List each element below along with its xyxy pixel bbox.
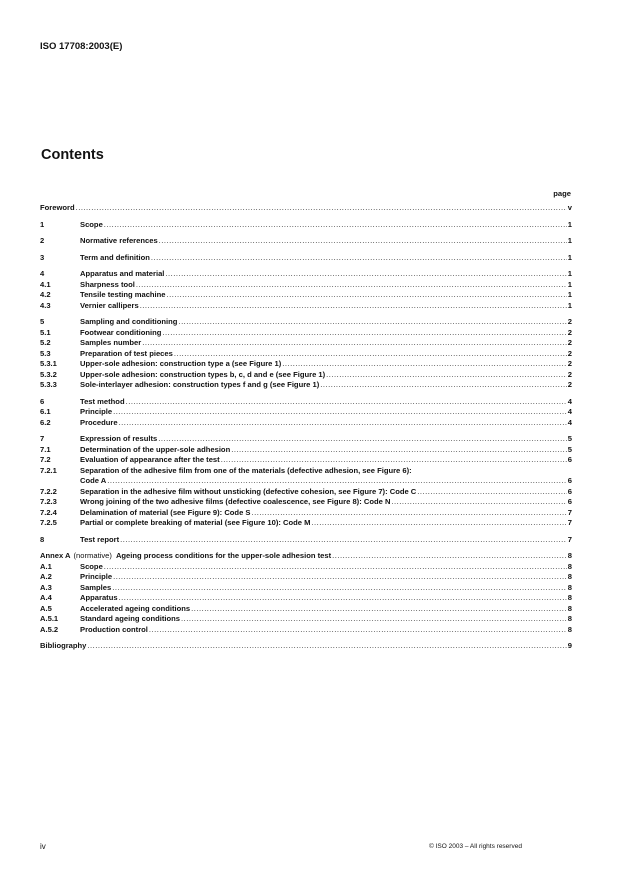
toc-entry[interactable] <box>40 220 572 231</box>
toc-entry-number: 7.2 <box>40 455 51 464</box>
toc-entry-page: 6 <box>567 486 572 496</box>
toc-leader-dots <box>311 518 566 529</box>
toc-entry-title: Test method <box>80 396 125 406</box>
toc-entry-title: Samples <box>80 582 112 592</box>
toc-entry[interactable] <box>40 487 572 498</box>
toc-leader-dots <box>119 593 567 604</box>
toc-entry[interactable] <box>40 359 572 370</box>
toc-entry-page: 2 <box>567 348 572 358</box>
toc-entry-number: Foreword <box>40 203 75 212</box>
toc-leader-dots <box>140 301 567 312</box>
toc-entry-number: A.5.1 <box>40 614 59 623</box>
toc-entry-number: 5.3.1 <box>40 359 57 368</box>
toc-entry[interactable] <box>40 418 572 429</box>
toc-entry-number: 7.2.2 <box>40 486 57 496</box>
toc-entry-page: 7 <box>567 534 572 544</box>
toc-entry[interactable] <box>40 466 572 487</box>
toc-entry[interactable] <box>40 253 572 264</box>
toc-entry-page: 8 <box>567 593 572 602</box>
toc-leader-dots <box>165 269 566 280</box>
toc-entry-page: 2 <box>567 369 572 379</box>
toc-entry-title: Scope <box>80 561 103 571</box>
toc-entry-title: Scope <box>80 219 103 229</box>
toc-entry-title: Preparation of test pieces <box>80 348 173 358</box>
toc-entry-title: Expression of results <box>80 434 158 443</box>
toc-leader-dots <box>174 349 567 360</box>
toc-entry[interactable] <box>40 301 572 312</box>
toc-entry-page: 1 <box>567 252 572 262</box>
toc-entry-number: 5.2 <box>40 338 51 347</box>
toc-entry-title: Production control <box>80 624 148 634</box>
toc-entry-title: Wrong joining of the two adhesive films (defective coalescence, see Figure 8): Code N <box>80 497 391 506</box>
toc-entry[interactable] <box>40 625 572 636</box>
toc-entry-page: 8 <box>567 582 572 592</box>
toc-entry-number: 6.1 <box>40 407 51 416</box>
toc-entry[interactable] <box>40 604 572 615</box>
toc-entry-title: Procedure <box>80 417 118 427</box>
toc-entry-number: 5.3.2 <box>40 369 57 379</box>
toc-leader-dots <box>112 583 567 594</box>
toc-leader-dots <box>332 551 567 562</box>
toc-entry-page: 1 <box>567 290 572 299</box>
toc-leader-dots <box>391 497 566 508</box>
toc-entry[interactable] <box>40 614 572 625</box>
toc-entry-title: Separation in the adhesive film without unsticking (defective cohesion, see Figure 7): Code C <box>80 486 417 496</box>
toc-entry[interactable] <box>40 562 572 573</box>
toc-entry[interactable] <box>40 508 572 519</box>
toc-entry-page: 1 <box>567 269 572 278</box>
toc-entry-title: Delamination of material (see Figure 9): Code S <box>80 507 251 517</box>
toc-entry[interactable] <box>40 317 572 328</box>
toc-leader-dots <box>231 445 567 456</box>
toc-entry[interactable] <box>40 338 572 349</box>
toc-leader-dots <box>119 418 567 429</box>
toc-entry-page: 2 <box>567 380 572 389</box>
toc-leader-dots <box>142 338 567 349</box>
toc-entry-title: Partial or complete breaking of material (see Figure 10): Code M <box>80 518 311 527</box>
toc-entry-page: 2 <box>567 359 572 368</box>
toc-entry-title: Standard ageing conditions <box>80 614 180 623</box>
page-column-label: page <box>553 189 571 198</box>
toc-leader-dots <box>158 434 567 445</box>
toc-entry-page: 8 <box>567 572 572 581</box>
toc-entry-page: 1 <box>567 300 572 310</box>
toc-entry[interactable] <box>40 641 572 652</box>
toc-entry-number: 5.3.3 <box>40 380 57 389</box>
toc-leader-dots <box>417 487 566 498</box>
toc-entry-number: 7.2.4 <box>40 507 57 517</box>
toc-entry[interactable] <box>40 397 572 408</box>
toc-leader-dots <box>149 625 567 636</box>
toc-leader-dots <box>76 203 567 214</box>
toc-entry-title-continued: Code A <box>80 476 107 485</box>
toc-entry-number: 7.2.1 <box>40 465 57 475</box>
toc-entry-page: 2 <box>567 338 572 347</box>
toc-entry-title: Tensile testing machine <box>80 290 166 299</box>
toc-entry-title: Sharpness tool <box>80 279 135 289</box>
toc-entry-page: 1 <box>567 219 572 229</box>
toc-entry-number: A.5.2 <box>40 624 59 634</box>
toc-entry-page: 6 <box>567 497 572 506</box>
toc-entry-number: Bibliography <box>40 641 87 650</box>
toc-entry-number: Annex A <box>40 551 71 560</box>
toc-entry-number: 1 <box>40 219 45 229</box>
toc-entry-title: Ageing process conditions for the upper-sole adhesion test <box>115 551 332 560</box>
toc-entry-page: v <box>567 203 572 212</box>
toc-leader-dots <box>113 572 567 583</box>
toc-leader-dots <box>251 508 566 519</box>
toc-leader-dots <box>107 476 566 487</box>
toc-entry-title: Sole-interlayer adhesion: construction types f and g (see Figure 1) <box>80 380 320 389</box>
toc-leader-dots <box>178 317 566 328</box>
toc-leader-dots <box>120 535 567 546</box>
toc-leader-dots <box>162 328 566 339</box>
toc-entry-page: 8 <box>567 551 572 560</box>
toc-entry[interactable] <box>40 518 572 529</box>
toc-entry[interactable] <box>40 593 572 604</box>
toc-entry-number: 4 <box>40 269 45 278</box>
toc-entry-page: 2 <box>567 327 572 337</box>
toc-entry-number: 7.2.3 <box>40 497 57 506</box>
toc-entry-number: A.5 <box>40 603 52 613</box>
toc-entry-number: 8 <box>40 534 45 544</box>
toc-entry-number: 4.2 <box>40 290 51 299</box>
toc-entry[interactable] <box>40 445 572 456</box>
toc-entry-title: Principle <box>80 407 113 416</box>
toc-entry-page: 5 <box>567 444 572 454</box>
toc-entry-number: 5.3 <box>40 348 51 358</box>
toc-entry-title: Apparatus <box>80 593 118 602</box>
toc-entry-page: 2 <box>567 317 572 326</box>
toc-leader-dots <box>159 236 567 247</box>
toc-entry-page: 8 <box>567 603 572 613</box>
toc-entry-number: 7.2.5 <box>40 518 57 527</box>
toc-entry-title: Sampling and conditioning <box>80 317 178 326</box>
toc-entry-number: 4.1 <box>40 279 51 289</box>
toc-entry-page: 6 <box>567 455 572 464</box>
toc-entry-title: Evaluation of appearance after the test <box>80 455 220 464</box>
toc-entry[interactable] <box>40 380 572 391</box>
toc-entry[interactable] <box>40 290 572 301</box>
footer-page-number: iv <box>40 842 46 851</box>
footer-copyright: © ISO 2003 – All rights reserved <box>429 843 522 850</box>
toc-entry[interactable] <box>40 572 572 583</box>
toc-entry[interactable] <box>40 203 572 214</box>
toc-entry-page: 6 <box>567 476 572 485</box>
toc-leader-dots <box>181 614 567 625</box>
toc-entry[interactable] <box>40 551 572 562</box>
toc-entry-number: A.2 <box>40 572 52 581</box>
toc-leader-dots <box>104 220 567 231</box>
contents-heading: Contents <box>41 147 104 163</box>
toc-annex-type: (normative) <box>73 551 112 560</box>
toc-entry[interactable] <box>40 269 572 280</box>
toc-entry-title: Principle <box>80 572 113 581</box>
toc-entry-title: Samples number <box>80 338 142 347</box>
toc-entry-title: Apparatus and material <box>80 269 165 278</box>
toc-entry-page: 8 <box>567 614 572 623</box>
toc-entry[interactable] <box>40 535 572 546</box>
toc-entry-title: Separation of the adhesive film from one of the materials (defective adhesion, see Figure 6): <box>80 465 412 475</box>
toc-leader-dots <box>87 641 566 652</box>
toc-leader-dots <box>104 562 567 573</box>
toc-entry-page: 8 <box>567 624 572 634</box>
toc-entry-title: Upper-sole adhesion: construction types b, c, d and e (see Figure 1) <box>80 369 326 379</box>
toc-entry-number: 7 <box>40 434 45 443</box>
toc-entry-title: Accelerated ageing conditions <box>80 603 191 613</box>
toc-entry-number: A.1 <box>40 561 52 571</box>
toc-leader-dots <box>221 455 567 466</box>
toc-entry[interactable] <box>40 370 572 381</box>
toc-leader-dots <box>126 397 567 408</box>
toc-entry[interactable] <box>40 280 572 291</box>
toc-entry-page: 4 <box>567 417 572 427</box>
toc-entry-number: 5.1 <box>40 327 51 337</box>
toc-entry-number: 6.2 <box>40 417 51 427</box>
toc-leader-dots <box>191 604 567 615</box>
toc-entry-title: Upper-sole adhesion: construction type a (see Figure 1) <box>80 359 282 368</box>
toc-entry-page: 1 <box>567 236 572 245</box>
toc-entry-title: Vernier callipers <box>80 300 139 310</box>
toc-entry-number: A.4 <box>40 593 52 602</box>
toc-entry-page: 7 <box>567 518 572 527</box>
toc-entry-page: 1 <box>567 279 572 289</box>
toc-entry[interactable] <box>40 349 572 360</box>
toc-leader-dots <box>320 380 567 391</box>
toc-entry-number: 3 <box>40 252 45 262</box>
toc-entry[interactable] <box>40 328 572 339</box>
toc-leader-dots <box>113 407 567 418</box>
toc-entry-page: 8 <box>567 561 572 571</box>
toc-entry-title: Term and definition <box>80 252 150 262</box>
toc-leader-dots <box>282 359 566 370</box>
toc-entry[interactable] <box>40 455 572 466</box>
toc-entry-page: 5 <box>567 434 572 443</box>
toc-leader-dots <box>136 280 567 291</box>
toc-entry-page: 7 <box>567 507 572 517</box>
toc-entry[interactable] <box>40 583 572 594</box>
toc-entry-page: 4 <box>567 407 572 416</box>
document-id: ISO 17708:2003(E) <box>40 41 123 52</box>
toc-entry-number: 6 <box>40 396 45 406</box>
toc-entry-title: Determination of the upper-sole adhesion <box>80 444 231 454</box>
toc-entry-title: Footwear conditioning <box>80 327 162 337</box>
toc-entry[interactable] <box>40 236 572 247</box>
toc-entry[interactable] <box>40 434 572 445</box>
toc-entry-number: 5 <box>40 317 45 326</box>
toc-entry-page: 4 <box>567 396 572 406</box>
toc-entry-title: Test report <box>80 534 120 544</box>
toc-entry-page: 9 <box>567 641 572 650</box>
table-of-contents <box>40 203 572 652</box>
toc-entry-number: A.3 <box>40 582 52 592</box>
toc-leader-dots <box>151 253 567 264</box>
toc-entry[interactable] <box>40 407 572 418</box>
toc-entry-title: Normative references <box>80 236 158 245</box>
toc-entry-number: 4.3 <box>40 300 51 310</box>
toc-entry-number: 2 <box>40 236 45 245</box>
toc-entry[interactable] <box>40 497 572 508</box>
toc-leader-dots <box>167 290 567 301</box>
toc-leader-dots <box>326 370 567 381</box>
toc-entry-number: 7.1 <box>40 444 51 454</box>
